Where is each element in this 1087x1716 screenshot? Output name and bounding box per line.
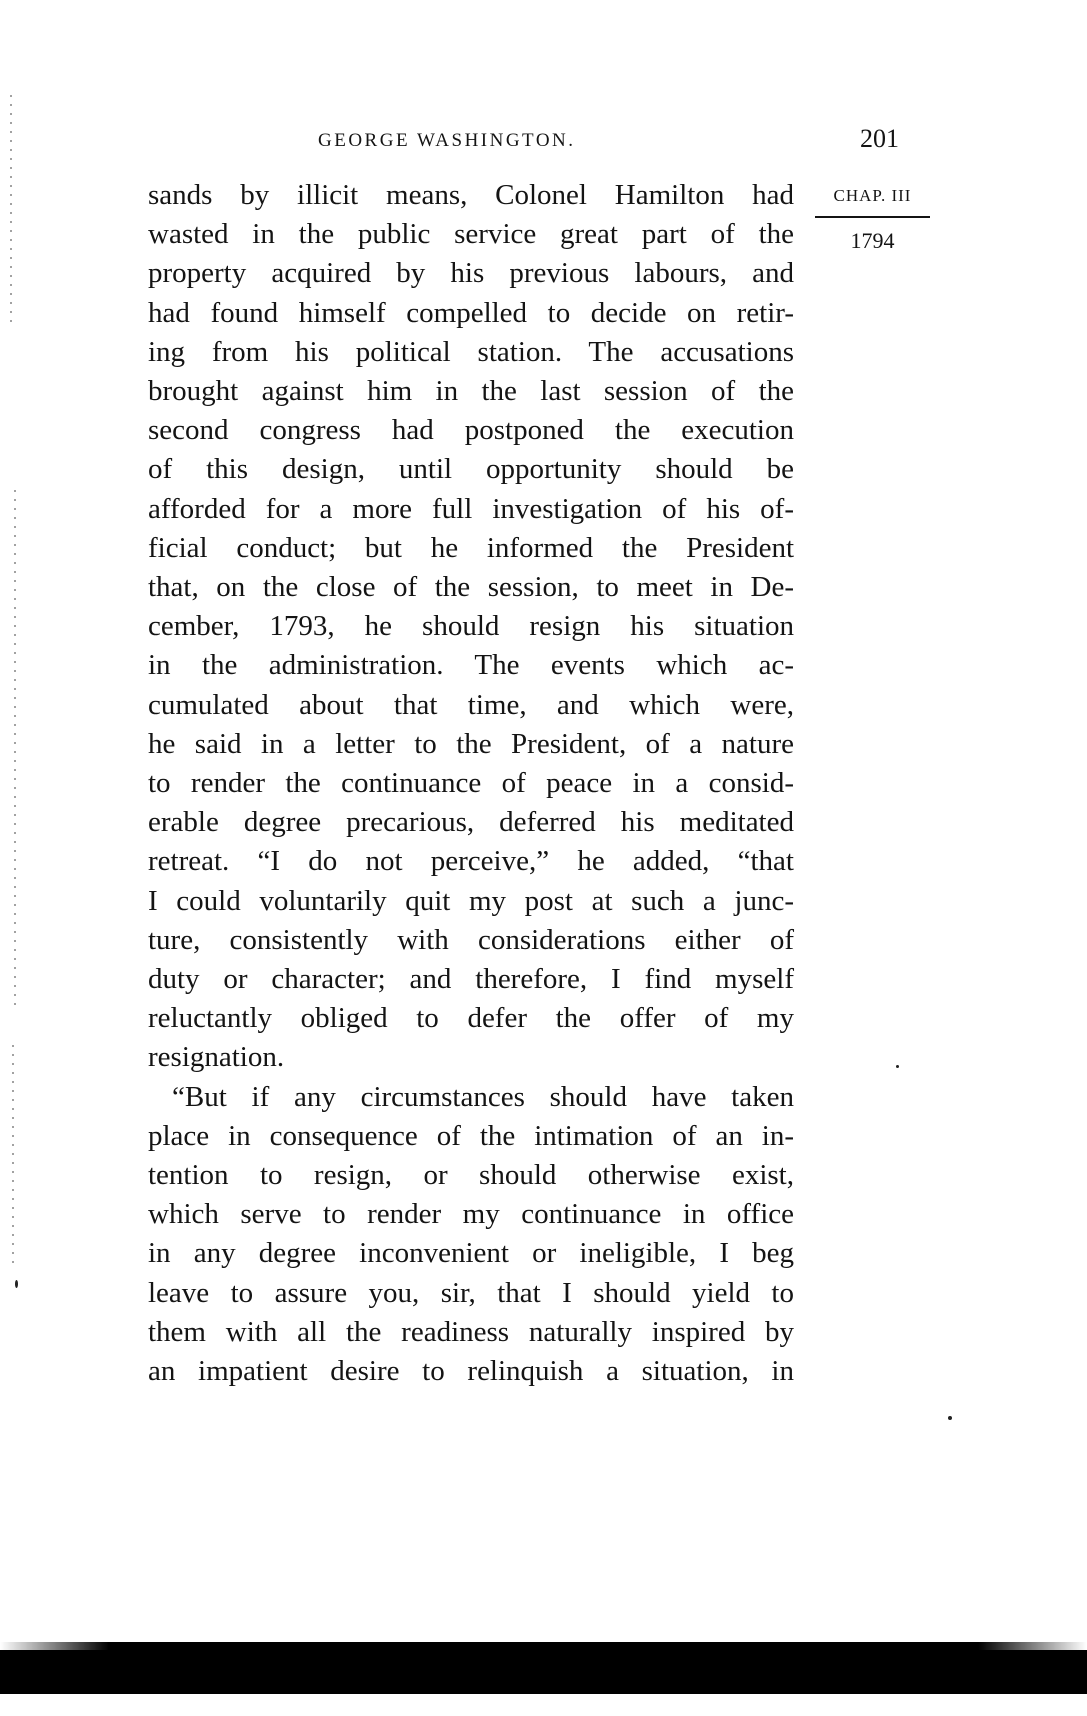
text-line: ing from his political station. The accusations: [148, 335, 794, 368]
text-line: to render the continuance of peace in a consid-: [148, 767, 794, 800]
running-header-title: GEORGE WASHINGTON.: [318, 130, 576, 151]
chapter-margin-note: CHAP. III: [815, 186, 930, 218]
text-line: brought against him in the last session of the: [148, 375, 794, 408]
text-line: I could voluntarily quit my post at such a junc-: [148, 884, 794, 917]
text-line: erable degree precarious, deferred his meditated: [148, 806, 794, 839]
scan-margin-noise: [12, 1045, 14, 1265]
text-line: leave to assure you, sir, that I should yield to: [148, 1276, 794, 1309]
text-line: that, on the close of the session, to meet in De-: [148, 571, 794, 604]
text-line: reluctantly obliged to defer the offer of my: [148, 1002, 794, 1035]
text-line: wasted in the public service great part of the: [148, 218, 794, 251]
text-line: which serve to render my continuance in office: [148, 1198, 794, 1231]
scan-speck: [15, 1280, 18, 1288]
text-line: sands by illicit means, Colonel Hamilton had: [148, 179, 794, 211]
text-line: resignation.: [148, 1041, 285, 1074]
page-number: 201: [860, 124, 899, 153]
text-line: in any degree inconvenient or ineligible, I beg: [148, 1237, 794, 1270]
text-line: tention to resign, or should otherwise exist,: [148, 1159, 794, 1192]
text-line: cumulated about that time, and which were,: [148, 688, 794, 721]
paragraph: [148, 176, 794, 1078]
text-line: afforded for a more full investigation of his of-: [148, 492, 794, 525]
text-line: them with all the readiness naturally inspired by: [148, 1315, 794, 1348]
scan-bottom-edge: [0, 1650, 1087, 1694]
body-text: [148, 176, 794, 1391]
text-line: cember, 1793, he should resign his situation: [148, 610, 794, 643]
text-line: duty or character; and therefore, I find myself: [148, 963, 794, 996]
text-line: second congress had postponed the execution: [148, 414, 794, 447]
text-line: of this design, until opportunity should be: [148, 453, 794, 486]
year-margin-note: 1794: [850, 228, 895, 253]
text-line: ficial conduct; but he informed the President: [148, 531, 794, 564]
scan-speck: [896, 1065, 899, 1068]
scan-margin-noise: [10, 95, 12, 325]
text-line: ture, consistently with considerations either of: [148, 923, 794, 956]
text-line: place in consequence of the intimation of an in-: [148, 1119, 794, 1152]
text-line: had found himself compelled to decide on retir-: [148, 296, 794, 329]
scan-margin-noise: [14, 490, 16, 1010]
text-line: property acquired by his previous labours, and: [148, 257, 794, 290]
text-line: in the administration. The events which ac-: [148, 649, 794, 682]
text-line: retreat. “I do not perceive,” he added, “that: [148, 845, 794, 878]
paragraph: [148, 1078, 794, 1392]
text-line: he said in a letter to the President, of a nature: [148, 727, 794, 760]
text-line: an impatient desire to relinquish a situation, in: [148, 1355, 794, 1388]
text-line: “But if any circumstances should have taken: [172, 1080, 794, 1113]
scan-speck: [948, 1416, 952, 1420]
